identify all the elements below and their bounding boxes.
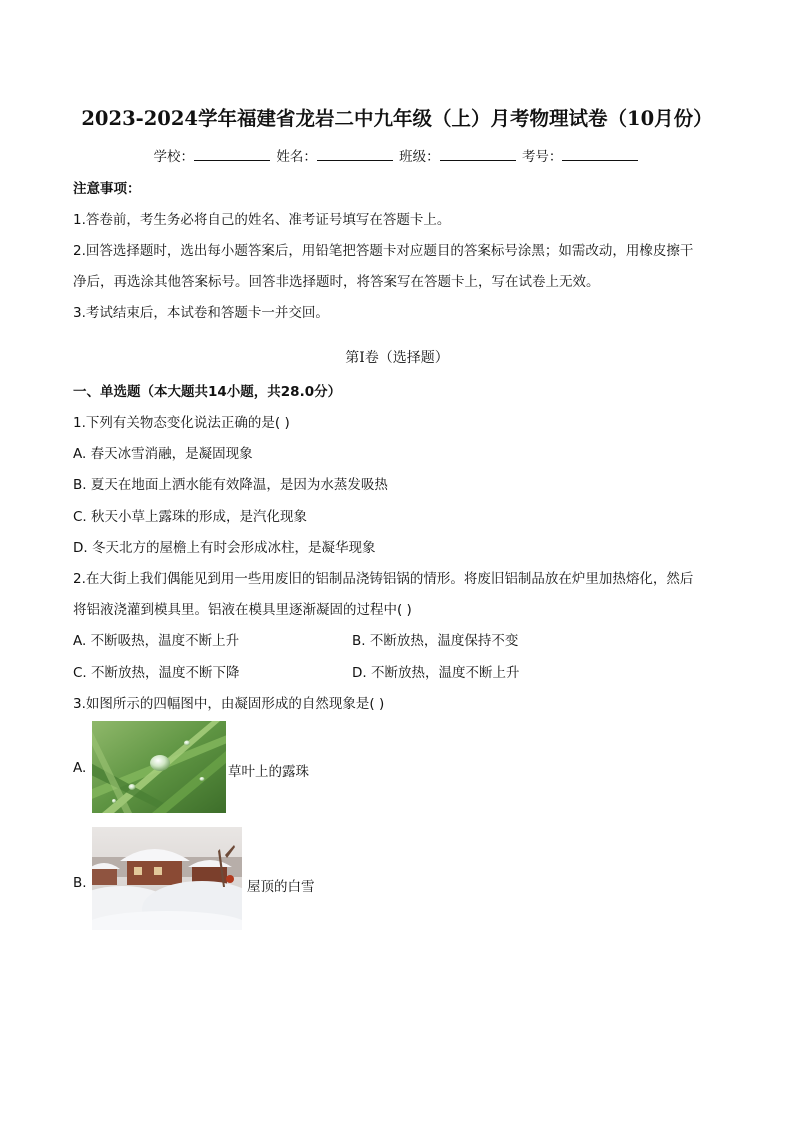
- notice-item-2: 2.回答选择题时，选出每小题答案后，用铅笔把答题卡对应题目的答案标号涂黑；如需改动，用橡皮擦干: [73, 243, 694, 259]
- q3-option-a-caption: 草叶上的露珠: [228, 764, 309, 780]
- q2-stem-line2: 将铝液浇灌到模具里。铝液在模具里逐渐凝固的过程中( ): [73, 602, 412, 618]
- notice-item-3: 3.考试结束后，本试卷和答题卡一并交回。: [73, 305, 329, 321]
- section-title: 第Ⅰ卷（选择题）: [345, 350, 449, 366]
- exam-title: 2023-2024学年福建省龙岩二中九年级（上）月考物理试卷（10月份）: [81, 107, 713, 130]
- exam-no-blank: [562, 148, 638, 161]
- notice-item-1: 1.答卷前，考生务必将自己的姓名、准考证号填写在答题卡上。: [73, 212, 451, 228]
- student-info-line: [0, 145, 794, 165]
- q3-option-b-letter: B.: [73, 875, 87, 891]
- next-image-edge: [178, 934, 246, 937]
- dew-on-grass-svg: [92, 721, 226, 813]
- q3-option-b-caption: 屋顶的白雪: [247, 879, 315, 895]
- q3-stem: 3.如图所示的四幅图中，由凝固形成的自然现象是( ): [73, 696, 385, 712]
- notice-item-2-cont: 净后，再选涂其他答案标号。回答非选择题时，将答案写在答题卡上，写在试卷上无效。: [73, 274, 600, 290]
- q2-option-b: B. 不断放热，温度保持不变: [352, 633, 519, 649]
- q1-option-a: A. 春天冰雪消融，是凝固现象: [73, 446, 253, 462]
- q1-stem: 1.下列有关物态变化说法正确的是( ): [73, 415, 290, 431]
- q2-option-c: C. 不断放热，温度不断下降: [73, 665, 240, 681]
- q1-option-c: C. 秋天小草上露珠的形成，是汽化现象: [73, 509, 308, 525]
- notice-heading: 注意事项：: [73, 181, 141, 197]
- dew-on-grass-image: [92, 721, 226, 813]
- snow-on-roof-image: [92, 827, 242, 930]
- q2-stem-line1: 2.在大街上我们偶能见到用一些用废旧的铝制品浇铸铝锅的情形。将废旧铝制品放在炉里加热熔化，然后: [73, 571, 694, 587]
- school-blank: [194, 148, 270, 161]
- exam-no-label: 考号：: [521, 149, 563, 165]
- q1-option-d: D. 冬天北方的屋檐上有时会形成冰柱，是凝华现象: [73, 540, 376, 556]
- name-label: 姓名：: [276, 149, 317, 165]
- q2-option-a: A. 不断吸热，温度不断上升: [73, 633, 240, 649]
- school-label: 学校：: [153, 149, 195, 165]
- name-blank: [317, 148, 393, 161]
- class-label: 班级：: [399, 149, 440, 165]
- q3-option-a-letter: A.: [73, 760, 87, 776]
- class-blank: [440, 148, 516, 161]
- q2-option-d: D. 不断放热，温度不断上升: [352, 665, 520, 681]
- q1-option-b: B. 夏天在地面上洒水能有效降温，是因为水蒸发吸热: [73, 477, 388, 493]
- snow-on-roof-svg: [92, 827, 242, 930]
- part-heading: 一、单选题（本大题共14小题，共28.0分）: [73, 384, 342, 400]
